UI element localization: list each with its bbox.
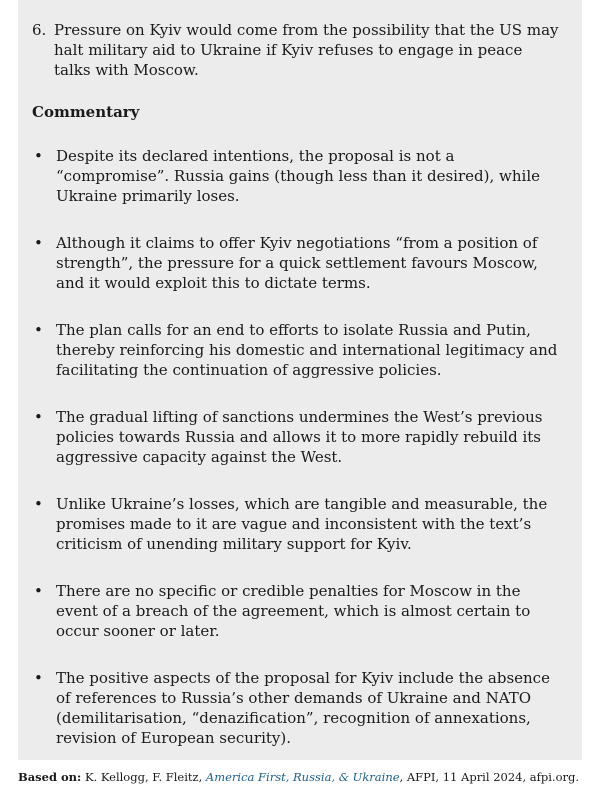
source-details: , AFPI, 11 April 2024, afpi.org. xyxy=(399,770,580,784)
bullet-icon: • xyxy=(34,495,43,513)
list-item xyxy=(32,233,560,293)
bullet-icon: • xyxy=(34,669,43,687)
bullet-icon: • xyxy=(34,408,43,426)
list-item-text: There are no specific or credible penalties for Moscow in the event of a breach of the agreement, which is almost certain to occur sooner or later. xyxy=(56,582,531,640)
list-item-text: Despite its declared intentions, the proposal is not a “compromise”. Russia gains (though less than it desired), while Ukraine primarily loses. xyxy=(56,147,540,205)
list-item-text: Unlike Ukraine’s losses, which are tangible and measurable, the promises made to it are vague and inconsistent with the text’s criticism of unending military support for Kyiv. xyxy=(56,495,548,553)
list-item-text: The positive aspects of the proposal for Kyiv include the absence of references to Russia’s other demands of Ukraine and NATO (demilitarisation, “denazification”, recognition of annexations, revision of European security). xyxy=(56,669,550,747)
list-item xyxy=(32,407,560,467)
list-item xyxy=(32,320,560,380)
content-box xyxy=(18,0,582,760)
item-text: Pressure on Kyiv would come from the possibility that the US may halt military aid to Ukraine if Kyiv refuses to engage in peace talks with Moscow. xyxy=(54,21,559,79)
bullet-icon: • xyxy=(34,234,43,252)
list-item xyxy=(32,146,560,206)
source-title-link[interactable]: America First, Russia, & Ukraine xyxy=(205,770,400,784)
list-item-text: The plan calls for an end to efforts to isolate Russia and Putin, thereby reinforcing his domestic and international legitimacy and facilitating the continuation of aggressive policies. xyxy=(56,321,558,379)
source-authors: K. Kellogg, F. Fleitz, xyxy=(84,770,203,784)
source-citation xyxy=(18,770,579,784)
list-item-text: The gradual lifting of sanctions undermines the West’s previous policies towards Russia and allows it to more rapidly rebuild its aggressive capacity against the West. xyxy=(56,408,543,466)
list-item-text: Although it claims to offer Kyiv negotiations “from a position of strength”, the pressure for a quick settlement favours Moscow, and it would exploit this to dictate terms. xyxy=(56,234,538,292)
list-item xyxy=(32,581,560,641)
bullet-icon: • xyxy=(34,147,43,165)
item-number: 6. xyxy=(32,21,47,39)
commentary-list xyxy=(32,146,560,748)
list-item xyxy=(32,668,560,748)
commentary-heading: Commentary xyxy=(32,103,140,121)
bullet-icon: • xyxy=(34,321,43,339)
bullet-icon: • xyxy=(34,582,43,600)
list-item xyxy=(32,494,560,554)
source-label: Based on: xyxy=(18,770,82,784)
numbered-item-6 xyxy=(32,20,560,80)
